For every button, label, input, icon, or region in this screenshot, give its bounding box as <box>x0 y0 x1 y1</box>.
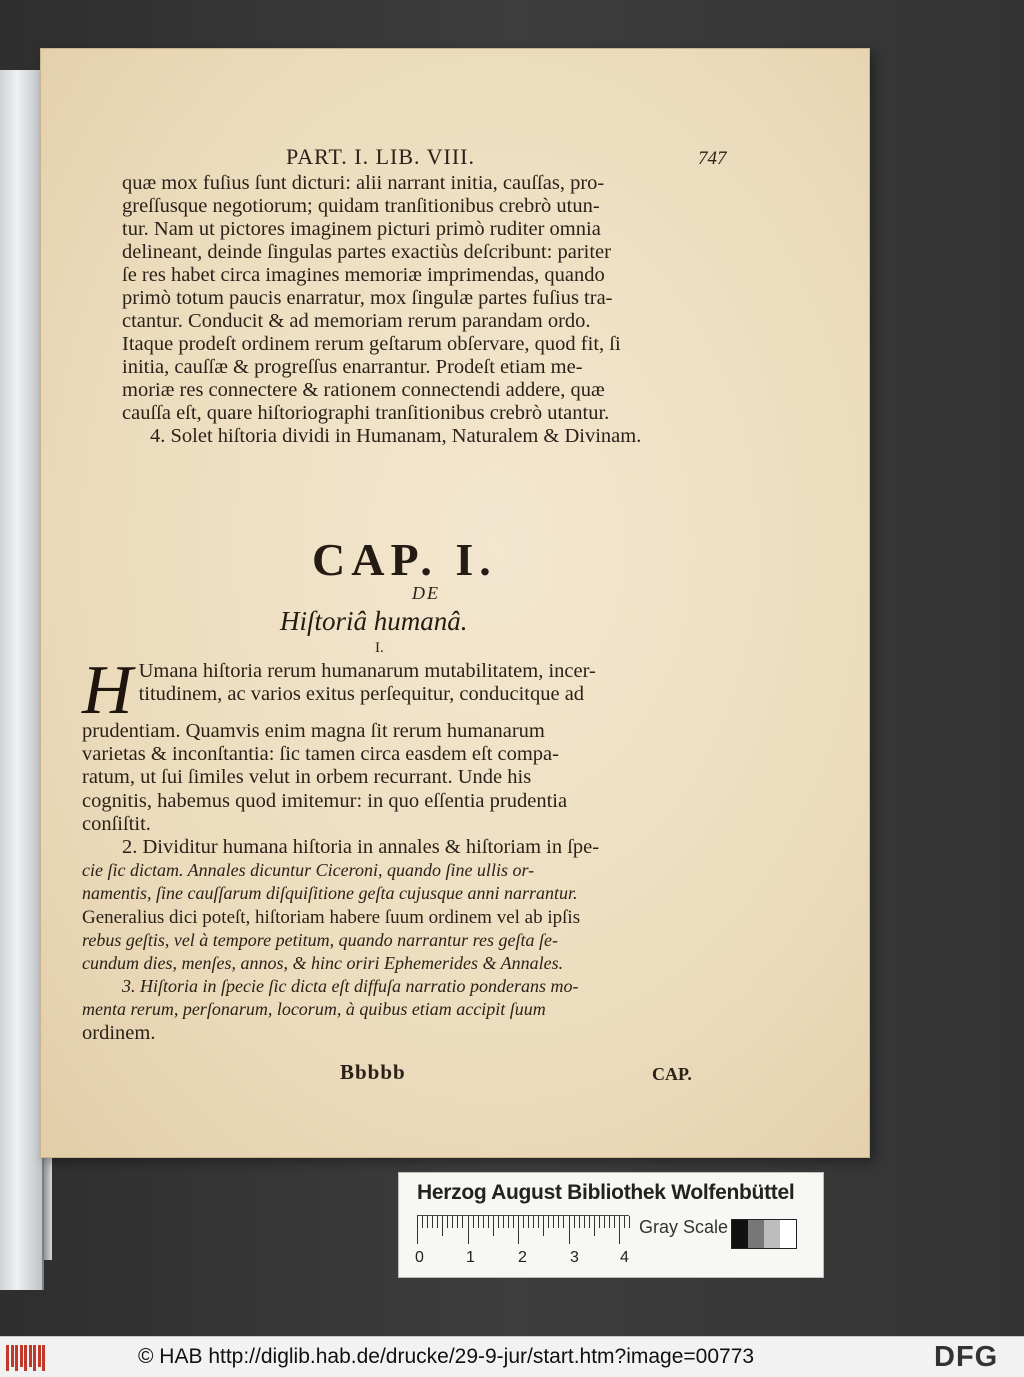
ruler-tick <box>563 1216 564 1228</box>
ruler-tick <box>569 1216 570 1244</box>
text-line: titudinem, ac varios exitus perſequitur, conducitque ad <box>138 683 585 706</box>
ruler-tick <box>483 1216 484 1228</box>
text-line: varietas & inconſtantia: ſic tamen circa easdem eſt compa- <box>82 743 559 766</box>
logo-bar <box>24 1345 27 1371</box>
ruler-tick <box>584 1216 585 1228</box>
text-line: rebus geſtis, vel à tempore petitum, quando narrantur res geſta ſe- <box>82 929 558 950</box>
ruler-tick <box>518 1216 519 1244</box>
page-number: 747 <box>698 148 727 169</box>
ruler-tick <box>574 1216 575 1228</box>
gray-scale-swatches <box>731 1219 797 1249</box>
text-line: cognitis, habemus quod imitemur: in quo eſſentia prudentia <box>82 789 568 812</box>
chapter-de: DE <box>412 583 440 603</box>
ruler-number: 0 <box>415 1249 424 1266</box>
text-line: ſe res habet circa imagines memoriæ imprimendas, quando <box>122 264 605 286</box>
page-stack-edge <box>0 70 44 1290</box>
running-head: PART. I. LIB. VIII. <box>286 144 475 169</box>
text-line: primò totum paucis enarratur, mox ſingulæ partes fuſius tra- <box>122 287 613 309</box>
text-line: ctantur. Conducit & ad memoriam rerum parandam ordo. <box>122 310 591 332</box>
ruler-tick <box>503 1216 504 1228</box>
ruler-tick <box>422 1216 423 1228</box>
gray-scale-label: Gray Scale <box>639 1217 729 1237</box>
logo-bar <box>29 1345 32 1367</box>
body-text-block <box>82 652 742 1045</box>
catchword: CAP. <box>652 1064 692 1084</box>
ruler-number: 3 <box>570 1249 579 1266</box>
scale-card-title: Herzog August Bibliothek Wolfenbüttel <box>417 1181 795 1204</box>
ruler-tick <box>468 1216 469 1244</box>
text-line: cundum dies, menſes, annos, & hinc oriri Ephemerides & Annales. <box>82 953 564 974</box>
ruler-tick <box>457 1216 458 1228</box>
text-line: cie ſic dictam. Annales dicuntur Ciceroni, quando ſine ullis or- <box>82 860 535 881</box>
text-line: ordinem. <box>82 1021 156 1044</box>
text-line: prudentiam. Quamvis enim magna ſit rerum humanarum <box>82 720 545 742</box>
logo-bar <box>33 1345 36 1371</box>
text-line: 4. Solet hiſtoria dividi in Humanam, Naturalem & Divinam. <box>150 425 642 447</box>
text-line: moriæ res connectere & rationem connectendi addere, quæ <box>122 379 605 401</box>
ruler-tick <box>452 1216 453 1228</box>
ruler-tick <box>417 1216 418 1244</box>
ruler-tick <box>442 1216 443 1236</box>
text-line: tur. Nam ut pictores imaginem picturi primò ruditer omnia <box>122 218 601 240</box>
text-line: Umana hiſtoria rerum humanarum mutabilitatem, incer- <box>138 660 596 682</box>
ruler-tick <box>488 1216 489 1228</box>
ruler-tick <box>513 1216 514 1228</box>
ruler-tick <box>432 1216 433 1228</box>
ruler-tick <box>604 1216 605 1228</box>
text-line: quæ mox fuſius ſunt dicturi: alii narrant initia, cauſſas, pro- <box>122 172 605 194</box>
text-line: ratum, ut ſui ſimiles velut in orbem recurrant. Unde his <box>82 766 532 789</box>
ruler-tick <box>599 1216 600 1228</box>
gray-swatch <box>764 1220 780 1248</box>
dfg-logo: DFG <box>934 1341 999 1373</box>
text-line: 2. Dividitur humana hiſtoria in annales & hiſtoriam in ſpe- <box>122 836 600 859</box>
footer-bar <box>0 1336 1024 1377</box>
book-page <box>40 48 870 1158</box>
color-scale-card <box>398 1172 824 1278</box>
ruler-tick <box>447 1216 448 1228</box>
gray-swatch <box>732 1220 748 1248</box>
ruler-tick <box>624 1216 625 1228</box>
text-line: delineant, deinde ſingulas partes exactiùs deſcribunt: pariter <box>122 241 611 263</box>
text-line: Generalius dici poteſt, hiſtoriam habere ſuum ordinem vel ab ipſis <box>82 906 581 928</box>
logo-bar <box>6 1345 9 1371</box>
logo-bar <box>42 1345 45 1371</box>
chapter-heading: CAP. I. <box>312 534 497 585</box>
drop-cap: H <box>82 652 133 729</box>
ruler-tick <box>538 1216 539 1228</box>
hab-logo-icon <box>6 1343 46 1371</box>
logo-bar <box>11 1345 14 1367</box>
section-number: I. <box>375 640 384 656</box>
ruler-number: 4 <box>620 1249 629 1266</box>
logo-bar <box>38 1345 41 1367</box>
ruler-tick <box>579 1216 580 1228</box>
text-line: namentis, ſine cauſſarum diſquiſitione geſta cujusque anni narrantur. <box>82 883 578 904</box>
ruler-tick <box>553 1216 554 1228</box>
ruler <box>417 1215 629 1246</box>
text-line: 3. Hiſtoria in ſpecie ſic dicta eſt diffuſa narratio ponderans mo- <box>122 976 579 997</box>
ruler-tick <box>508 1216 509 1228</box>
ruler-tick <box>609 1216 610 1228</box>
text-line: initia, cauſſæ & progreſſus enarrantur. Prodeſt etiam me- <box>122 356 583 378</box>
ruler-tick <box>523 1216 524 1228</box>
ruler-tick <box>473 1216 474 1228</box>
copyright-url[interactable]: © HAB http://diglib.hab.de/drucke/29-9-jur/start.htm?image=00773 <box>138 1345 755 1368</box>
ruler-tick <box>533 1216 534 1228</box>
text-line: menta rerum, perſonarum, locorum, à quibus etiam accipit ſuum <box>82 999 546 1020</box>
top-text-block <box>122 172 744 448</box>
ruler-tick <box>462 1216 463 1228</box>
text-line: Itaque prodeſt ordinem rerum geſtarum obſervare, quod fit, ſi <box>122 333 621 355</box>
ruler-tick <box>493 1216 494 1236</box>
ruler-tick <box>629 1216 630 1228</box>
logo-bar <box>15 1345 18 1371</box>
ruler-tick <box>548 1216 549 1228</box>
ruler-tick <box>619 1216 620 1244</box>
chapter-subtitle: Hiſtoriâ humanâ. <box>280 606 468 636</box>
ruler-tick <box>427 1216 428 1228</box>
gray-swatch <box>748 1220 764 1248</box>
ruler-tick <box>437 1216 438 1228</box>
ruler-tick <box>478 1216 479 1228</box>
ruler-tick <box>528 1216 529 1228</box>
ruler-tick <box>543 1216 544 1236</box>
ruler-number: 2 <box>518 1249 527 1266</box>
logo-bar <box>20 1345 23 1367</box>
ruler-number: 1 <box>466 1249 475 1266</box>
text-line: conſiſtit. <box>82 812 151 835</box>
ruler-tick <box>614 1216 615 1228</box>
text-line: greſſusque negotiorum; quidam tranſitionibus crebrò utun- <box>122 195 600 217</box>
ruler-tick <box>589 1216 590 1228</box>
ruler-tick <box>498 1216 499 1228</box>
signature-mark: Bbbbb <box>340 1060 406 1084</box>
ruler-tick <box>594 1216 595 1236</box>
gray-swatch <box>780 1220 796 1248</box>
ruler-tick <box>558 1216 559 1228</box>
text-line: cauſſa eſt, quare hiſtoriographi tranſitionibus crebrò utantur. <box>122 402 610 424</box>
